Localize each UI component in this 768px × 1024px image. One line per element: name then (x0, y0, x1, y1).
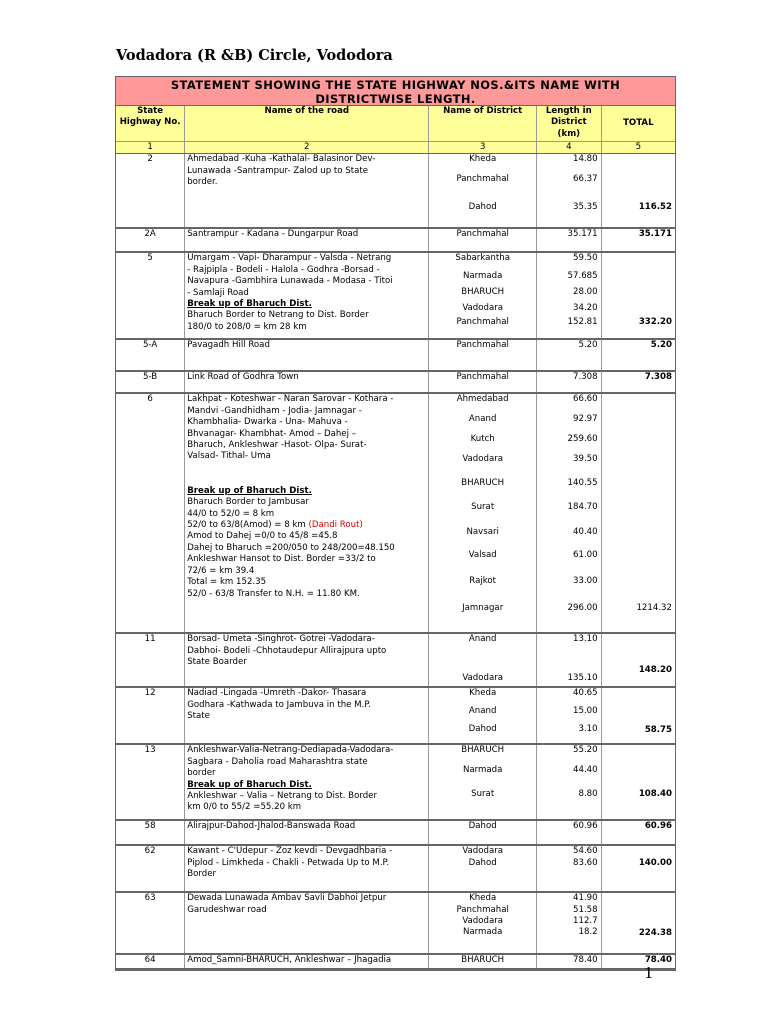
length-value: 7.308 (573, 372, 598, 383)
breakup-title: Break up of Bharuch Dist. (187, 299, 312, 310)
length-value: 184.70 (567, 502, 598, 513)
length-value: 40.65 (573, 688, 598, 699)
page-number: 1 (644, 964, 654, 982)
district-name: Narmada (462, 927, 503, 938)
length-value: 44.40 (573, 765, 598, 776)
district-cell (429, 845, 537, 892)
length-value: 34.20 (573, 303, 598, 314)
length-cell (537, 154, 602, 229)
road-line: Pavagadh Hill Road (187, 340, 270, 351)
length-cell (537, 228, 602, 252)
breakup-line: 180/0 to 208/0 = km 28 km (187, 321, 307, 332)
length-value: 35.35 (573, 202, 598, 213)
total-cell (601, 633, 675, 687)
road-line: Khambhalia- Dwarka - Una- Mahuva - (187, 417, 348, 428)
table-row (116, 892, 675, 954)
total-cell (601, 820, 675, 845)
total-value: 1214.32 (636, 603, 672, 614)
district-name: Anand (468, 634, 497, 645)
road-line: - Rajpipla - Bodeli - Halola - Godhra -Borsad - (187, 264, 380, 275)
spacer (187, 463, 426, 486)
col-header-sh-no: State Highway No. (116, 106, 185, 142)
banner-line-2: DISTRICTWISE LENGTH. (315, 92, 476, 106)
road-line: Nadiad -Lingada -Umreth -Dakor- Thasara (187, 688, 367, 699)
length-cell (537, 371, 602, 393)
length-value: 57.685 (567, 271, 598, 282)
district-name: Sabarkantha (455, 253, 510, 264)
district-name: Panchmahal (456, 174, 509, 185)
district-name: Narmada (462, 271, 503, 282)
length-value: 66.60 (573, 394, 598, 405)
road-line: - Samlaji Road (187, 287, 249, 298)
district-name: BHARUCH (461, 745, 505, 756)
district-cell (429, 393, 537, 633)
road-name (185, 687, 429, 744)
breakup-title: Break up of Bharuch Dist. (187, 779, 312, 790)
length-value: 35.171 (567, 229, 598, 240)
district-cell (429, 954, 537, 969)
district-name: Kutch (470, 434, 495, 445)
length-value: 39.50 (573, 454, 598, 465)
district-name: Narmada (462, 765, 503, 776)
district-name: Dahod (468, 821, 497, 832)
length-value: 15.00 (573, 706, 598, 717)
district-cell (429, 339, 537, 371)
district-name: Anand (468, 706, 497, 717)
district-name: Vadodara (462, 673, 504, 684)
length-value: 40.40 (573, 527, 598, 538)
district-cell (429, 820, 537, 845)
total-value: 332.20 (638, 317, 672, 328)
col-header-length: Length in District (km) (537, 106, 602, 142)
total-value: 108.40 (638, 789, 672, 800)
sh-number: 62 (116, 845, 185, 892)
col-index: 5 (601, 142, 675, 154)
breakup-line: Bharuch Border to Netrang to Dist. Border (187, 310, 369, 321)
highway-statement-table (115, 76, 676, 971)
district-cell (429, 252, 537, 339)
length-value: 55.20 (573, 745, 598, 756)
sh-number: 5-B (116, 371, 185, 393)
district-name: Kheda (469, 688, 497, 699)
district-name: Dahod (468, 724, 497, 735)
road-name (185, 252, 429, 339)
breakup-line: 52/0 - 63/8 Transfer to N.H. = 11.80 KM. (187, 588, 360, 599)
table-row (116, 252, 675, 339)
length-value: 83.60 (573, 858, 598, 869)
road-line: Border (187, 869, 217, 880)
district-name: Vadodara (462, 303, 504, 314)
table-row (116, 154, 675, 229)
road-name (185, 954, 429, 969)
road-line: Ankleshwar-Valia-Netrang-Dediapada-Vadodara- (187, 745, 394, 756)
length-value: 296.00 (567, 603, 598, 614)
total-cell (601, 252, 675, 339)
district-name: Kheda (469, 893, 497, 904)
total-cell (601, 228, 675, 252)
length-value: 135.10 (567, 673, 598, 684)
road-line: Dabhoi- Bodeli -Chhotaudepur Allirajpura upto (187, 645, 387, 656)
sh-number: 11 (116, 633, 185, 687)
road-line: Navapura -Gambhira Lunawada - Modasa - Titoi (187, 276, 393, 287)
highway-grid (116, 106, 675, 970)
district-cell (429, 633, 537, 687)
road-line: border (187, 768, 216, 779)
total-cell (601, 954, 675, 969)
road-line: Lakhpat - Koteshwar - Naran Sarovar - Kothara - (187, 394, 394, 405)
district-name: Rajkot (469, 576, 497, 587)
length-cell (537, 252, 602, 339)
district-name: BHARUCH (461, 955, 505, 966)
table-row (116, 393, 675, 633)
sh-number: 6 (116, 393, 185, 633)
length-value: 51.58 (573, 905, 598, 916)
table-row (116, 954, 675, 969)
total-cell (601, 154, 675, 229)
road-name (185, 633, 429, 687)
length-value: 3.10 (578, 724, 598, 735)
district-name: Panchmahal (456, 317, 509, 328)
road-line: Garudeshwar road (187, 904, 267, 915)
length-value: 92.97 (573, 414, 598, 425)
total-value: 140.00 (638, 858, 672, 869)
road-line: Piplod - Limkheda - Chakli - Petwada Up to M.P. (187, 857, 390, 868)
breakup-line: Amod to Dahej =0/0 to 45/8 =45.8 (187, 531, 338, 542)
total-cell (601, 892, 675, 954)
district-cell (429, 228, 537, 252)
sh-number: 5 (116, 252, 185, 339)
column-index-row (116, 142, 675, 154)
district-name: Panchmahal (456, 340, 509, 351)
district-name: Panchmahal (456, 372, 509, 383)
length-cell (537, 687, 602, 744)
page-heading: Vodadora (R &B) Circle, Vododora (116, 47, 393, 64)
sh-number: 64 (116, 954, 185, 969)
sh-number: 5-A (116, 339, 185, 371)
total-value: 7.308 (644, 372, 672, 383)
road-line: State (187, 711, 210, 722)
length-cell (537, 954, 602, 969)
road-name (185, 744, 429, 820)
length-value: 60.96 (573, 821, 598, 832)
district-cell (429, 687, 537, 744)
table-row (116, 371, 675, 393)
breakup-line: 44/0 to 52/0 = 8 km (187, 508, 275, 519)
road-name (185, 820, 429, 845)
length-value: 5.20 (578, 340, 598, 351)
sh-number: 58 (116, 820, 185, 845)
district-name: BHARUCH (461, 478, 505, 489)
total-cell (601, 371, 675, 393)
length-value: 41.90 (573, 893, 598, 904)
road-line: border. (187, 177, 218, 188)
length-value: 140.55 (567, 478, 598, 489)
table-row (116, 744, 675, 820)
district-name: BHARUCH (461, 287, 505, 298)
breakup-line: 72/6 = km 39.4 (187, 565, 255, 576)
col-index: 2 (185, 142, 429, 154)
length-value: 112.7 (573, 916, 598, 927)
road-line: Ahmedabad -Kuha -Kathalal- Balasinor Dev- (187, 154, 376, 165)
breakup-line: Total = km 152.35 (187, 577, 267, 588)
length-value: 14.80 (573, 154, 598, 165)
road-name (185, 892, 429, 954)
breakup-title: Break up of Bharuch Dist. (187, 485, 312, 496)
district-cell (429, 371, 537, 393)
table-row (116, 820, 675, 845)
length-value: 61.00 (573, 550, 598, 561)
table-row (116, 845, 675, 892)
col-index: 3 (429, 142, 537, 154)
district-name: Surat (471, 789, 495, 800)
road-line: Umargam - Vapi- Dharampur - Valsda - Netrang (187, 253, 392, 264)
total-value: 58.75 (644, 725, 672, 736)
road-line: Sagbara - Daholia road Maharashtra state (187, 756, 368, 767)
total-value: 5.20 (650, 340, 672, 351)
district-name: Vadodara (462, 846, 504, 857)
district-name: Ahmedabad (456, 394, 509, 405)
district-name: Dahod (468, 858, 497, 869)
length-value: 18.2 (578, 927, 598, 938)
road-line: Lunawada -Santrampur- Zalod up to State (187, 165, 369, 176)
table-row (116, 633, 675, 687)
length-value: 33.00 (573, 576, 598, 587)
length-value: 66.37 (573, 174, 598, 185)
table-row (116, 228, 675, 252)
banner-line-1: STATEMENT SHOWING THE STATE HIGHWAY NOS.&ITS NAME WITH (170, 78, 621, 92)
table-row (116, 339, 675, 371)
district-name: Kheda (469, 154, 497, 165)
sh-number: 2 (116, 154, 185, 229)
total-cell (601, 339, 675, 371)
table-row (116, 687, 675, 744)
total-value: 224.38 (638, 928, 672, 939)
road-line: Amod_Samni-BHARUCH, Ankleshwar – Jhagadia (187, 955, 392, 966)
road-name (185, 228, 429, 252)
road-line: Alirajpur-Dahod-Jhalod-Banswada Road (187, 821, 356, 832)
total-cell (601, 687, 675, 744)
breakup-line: Ankleshwar – Valia – Netrang to Dist. Border (187, 791, 377, 802)
road-name (185, 339, 429, 371)
road-line: Kawant - C'Udepur - Zoz kevdi - Devgadhbaria - (187, 846, 393, 857)
district-name: Valsad (468, 550, 497, 561)
road-line: Bhvanagar- Khambhat- Amod – Dahej – (187, 428, 357, 439)
district-name: Vadodara (462, 454, 504, 465)
length-cell (537, 393, 602, 633)
length-cell (537, 845, 602, 892)
district-cell (429, 154, 537, 229)
col-header-district: Name of District (429, 106, 537, 142)
district-name: Navsari (466, 527, 499, 538)
total-cell (601, 393, 675, 633)
breakup-line: km 0/0 to 55/2 =55.20 km (187, 802, 302, 813)
sh-number: 2A (116, 228, 185, 252)
sh-number: 12 (116, 687, 185, 744)
col-index: 4 (537, 142, 602, 154)
total-value: 116.52 (638, 202, 672, 213)
road-name (185, 393, 429, 633)
total-cell (601, 744, 675, 820)
breakup-line: Dahej to Bharuch =200/050 to 248/200=48.150 (187, 542, 395, 553)
length-cell (537, 820, 602, 845)
col-header-total: TOTAL (601, 106, 675, 142)
length-cell (537, 744, 602, 820)
total-cell (601, 845, 675, 892)
length-cell (537, 633, 602, 687)
road-name (185, 845, 429, 892)
col-index: 1 (116, 142, 185, 154)
district-name: Anand (468, 414, 497, 425)
breakup-line: Ankleshwar Hansot to Dist. Border =33/2 to (187, 554, 376, 565)
road-line: Santrampur - Kadana - Dungarpur Road (187, 229, 359, 240)
road-line: Godhara -Kathwada to Jambuva in the M.P. (187, 699, 371, 710)
road-name (185, 371, 429, 393)
road-line: State Boarder (187, 657, 247, 668)
length-value: 152.81 (567, 317, 598, 328)
breakup-line (187, 520, 426, 531)
sh-number: 13 (116, 744, 185, 820)
table-banner (116, 77, 675, 106)
length-value: 28.00 (573, 287, 598, 298)
road-line: Borsad- Umeta -Singhrot- Gotrei -Vadodara- (187, 634, 375, 645)
district-name: Surat (471, 502, 495, 513)
breakup-line-prefix: 52/0 to 63/8(Amod) = 8 km (187, 520, 309, 531)
total-value: 78.40 (644, 955, 672, 966)
length-value: 59.50 (573, 253, 598, 264)
district-cell (429, 744, 537, 820)
district-name: Panchmahal (456, 905, 509, 916)
road-line: Bharuch, Ankleshwar -Hasot- Olpa- Surat- (187, 440, 367, 451)
col-header-road: Name of the road (185, 106, 429, 142)
breakup-line: Bharuch Border to Jambusar (187, 497, 309, 508)
road-line: Mandvi -Gandhidham - Jodia- Jamnagar - (187, 405, 362, 416)
district-cell (429, 892, 537, 954)
column-header-row (116, 106, 675, 142)
district-name: Vadodara (462, 916, 504, 927)
dandi-route-note: (Dandi Rout) (308, 520, 363, 531)
length-cell (537, 892, 602, 954)
road-line: Valsad- Tithal- Uma (187, 451, 271, 462)
length-cell (537, 339, 602, 371)
district-name: Jamnagar (462, 603, 504, 614)
road-line: Link Road of Godhra Town (187, 372, 299, 383)
total-value: 148.20 (638, 665, 672, 676)
sh-number: 63 (116, 892, 185, 954)
length-value: 259.60 (567, 434, 598, 445)
total-value: 35.171 (638, 229, 672, 240)
total-value: 60.96 (644, 821, 672, 832)
road-name (185, 154, 429, 229)
length-value: 13.10 (573, 634, 598, 645)
road-line: Dewada Lunawada Ambav Savli Dabhoi Jetpur (187, 893, 387, 904)
length-value: 78.40 (573, 955, 598, 966)
length-value: 54.60 (573, 846, 598, 857)
district-name: Dahod (468, 202, 497, 213)
length-value: 8.80 (578, 789, 598, 800)
district-name: Panchmahal (456, 229, 509, 240)
